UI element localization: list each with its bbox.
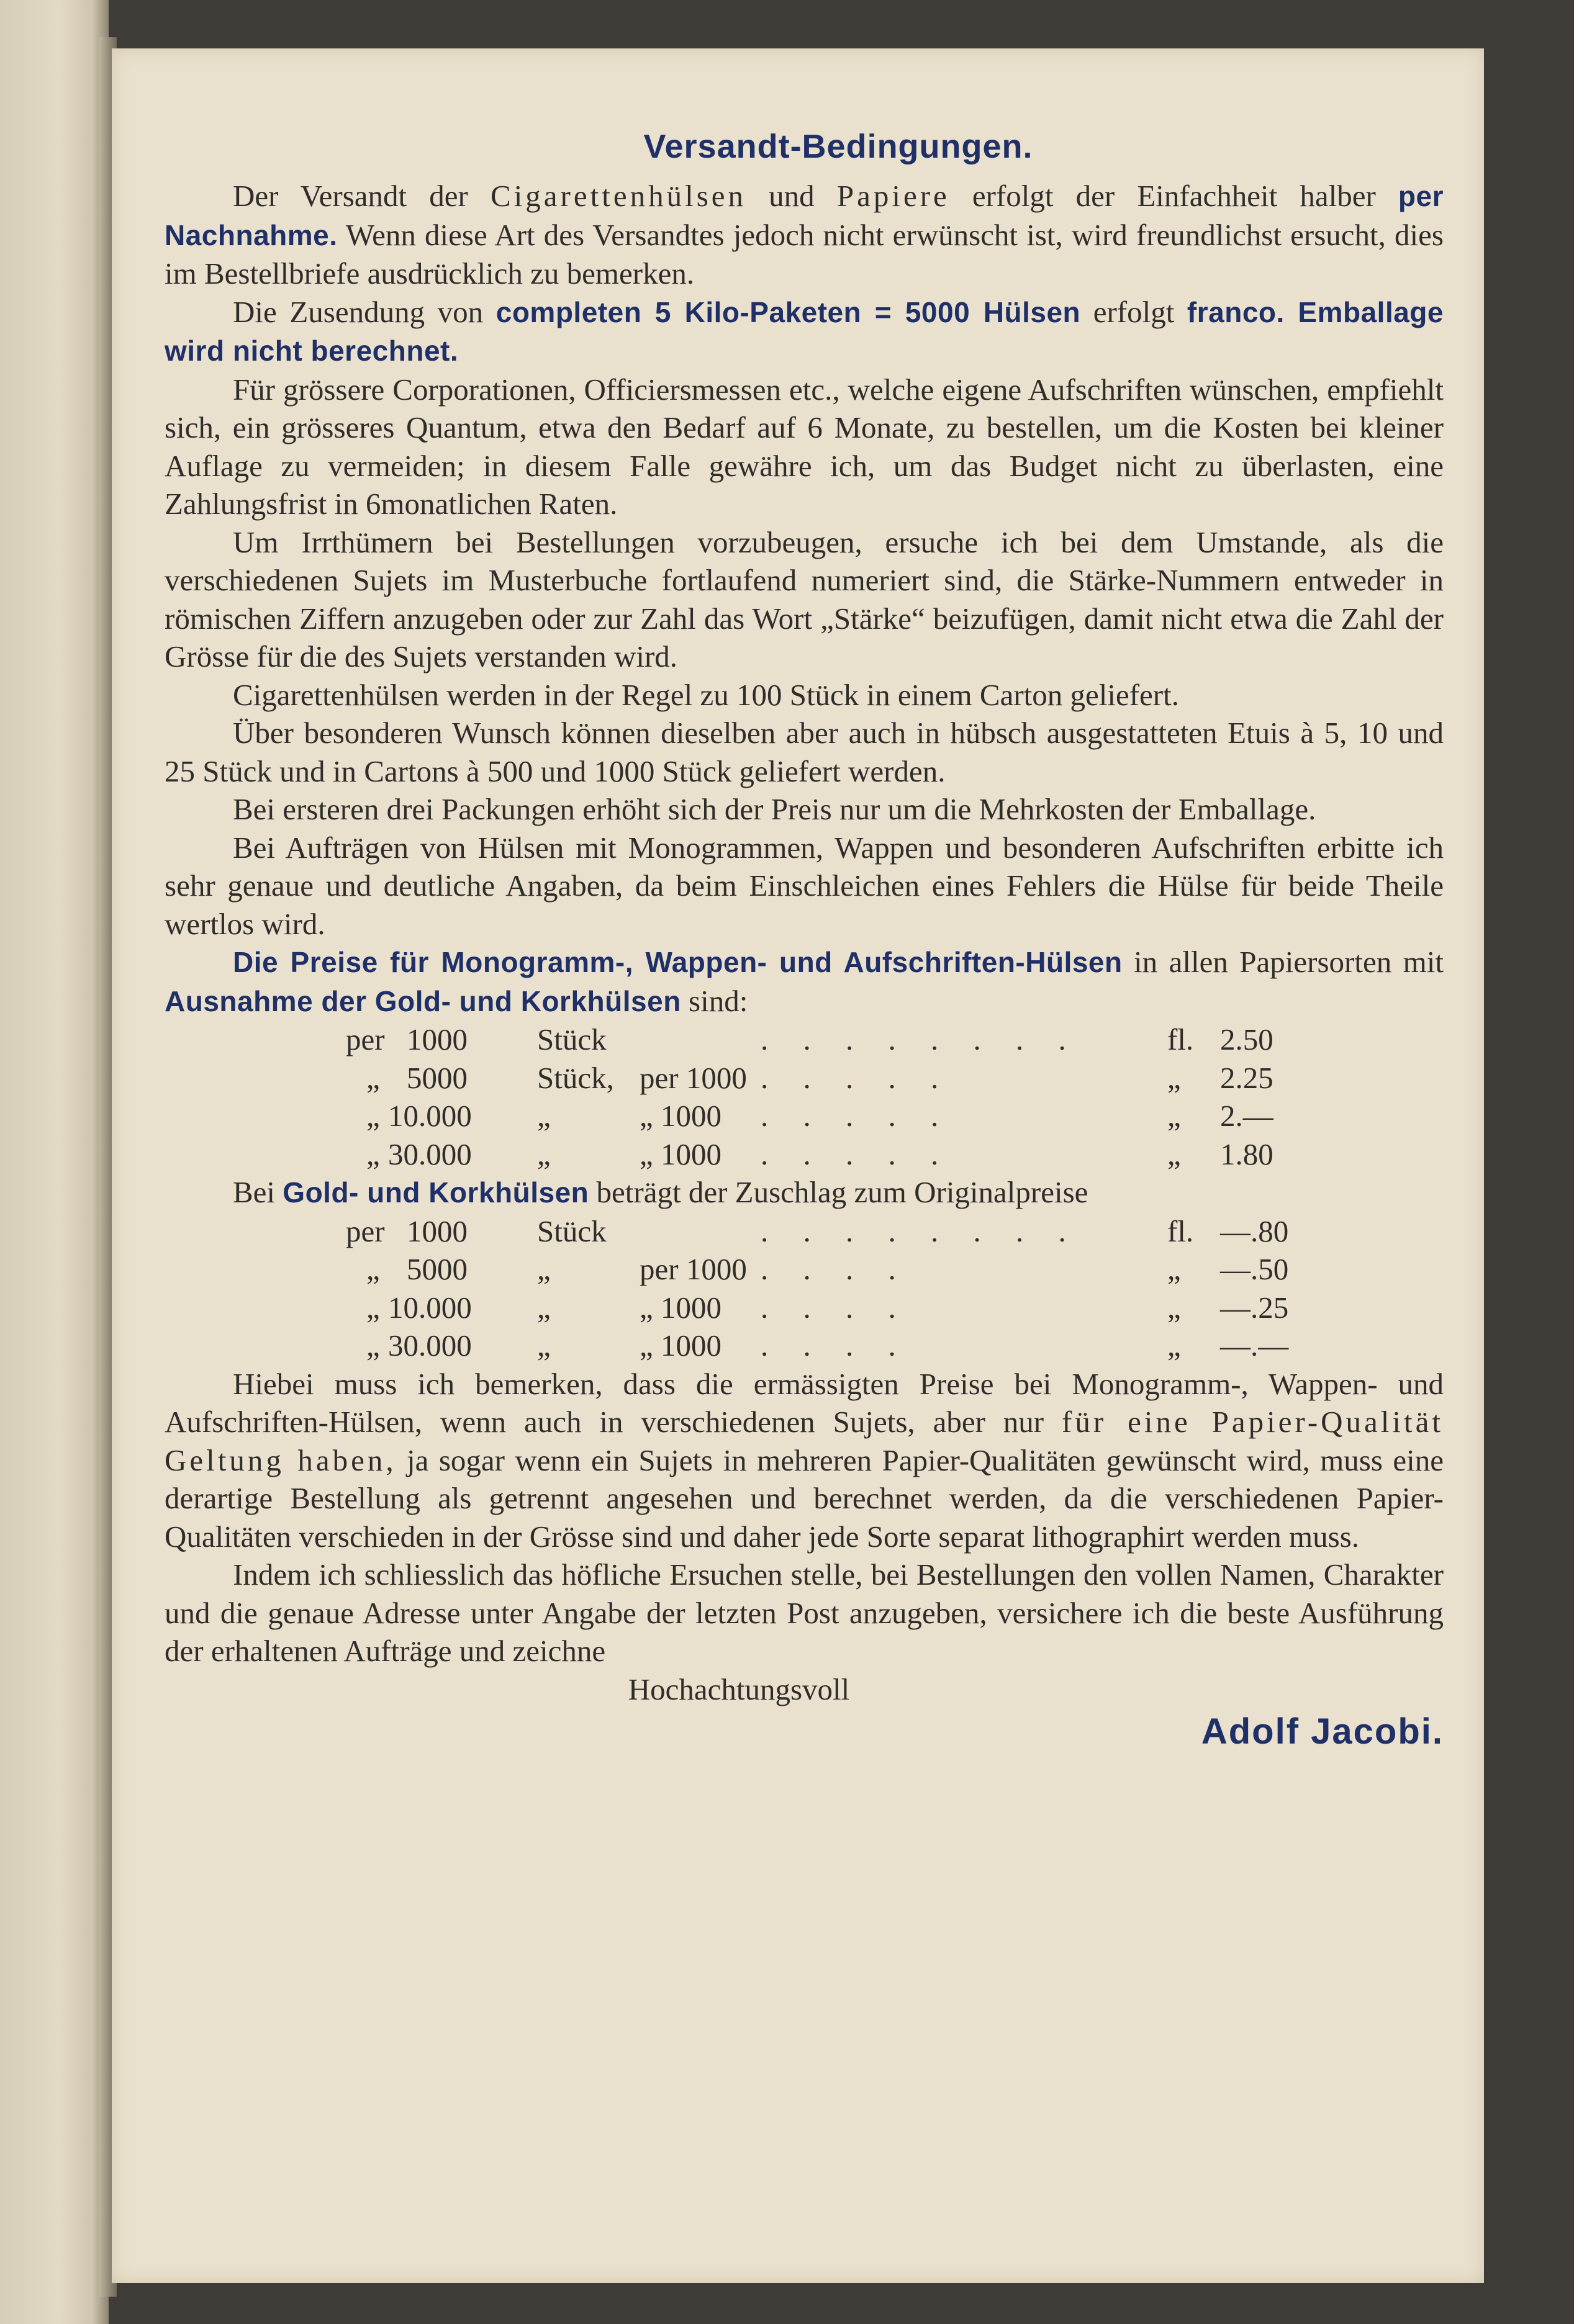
price-amount: 1.80	[1220, 1137, 1273, 1171]
price-unit: „	[537, 1252, 551, 1286]
paragraph-shipping	[165, 177, 1444, 293]
text-run-bold: Gold- und Korkhülsen	[283, 1176, 589, 1209]
price-currency: „	[1167, 1328, 1181, 1362]
text-run-spaced: Cigarettenhülsen	[491, 179, 747, 213]
price-row	[165, 1097, 1444, 1135]
price-basis: per 1000	[640, 1252, 747, 1286]
text-run: Wenn diese Art des Versandtes jedoch nicht erwünscht ist, wird freundlichst ersucht, dies im Bestellbriefe ausdrücklich zu bemerken.	[165, 217, 1444, 290]
price-unit: „	[537, 1290, 551, 1325]
price-leader-dots: . . . .	[761, 1252, 910, 1286]
text-run-bold: franco. Emballage wird nicht berechnet.	[165, 295, 1444, 367]
document-content	[165, 127, 1444, 1752]
price-amount: —.—	[1220, 1328, 1289, 1362]
price-leader-dots: . . . .	[761, 1328, 910, 1362]
price-amount: 2.—	[1220, 1099, 1273, 1133]
price-leader-dots: . . . . .	[761, 1060, 952, 1095]
price-quantity: 30.000	[388, 1137, 472, 1171]
text-run: Hiebei muss ich bemerken, dass die ermässigten Preise bei Monogramm-, Wappen- und Aufschriften-Hülsen, wenn auch in verschiedenen Sujets, aber nur	[165, 1366, 1444, 1439]
price-unit: „	[537, 1137, 551, 1171]
price-leader-dots: . . . . .	[761, 1137, 952, 1171]
paragraph-quality-note	[165, 1365, 1444, 1556]
price-currency: fl.	[1167, 1214, 1194, 1248]
price-quantity: 10.000	[388, 1099, 472, 1133]
price-row	[165, 1250, 1444, 1289]
price-row	[165, 1059, 1444, 1097]
text-run: beträgt der Zuschlag zum Originalpreise	[589, 1175, 1088, 1209]
page-title: Versandt-Bedingungen.	[643, 128, 1033, 165]
price-amount: 2.25	[1220, 1060, 1273, 1095]
price-row	[165, 1289, 1444, 1327]
price-currency: „	[1167, 1099, 1181, 1133]
text-run-bold: Die Preise für Monogramm-, Wappen- und Aufschriften-Hülsen	[233, 946, 1123, 978]
text-run-bold: per Nachnahme.	[165, 180, 1444, 251]
price-quantity: 30.000	[388, 1328, 472, 1362]
text-run: und	[746, 179, 837, 213]
paragraph-prices-intro	[165, 943, 1444, 1020]
price-amount: —.50	[1220, 1252, 1289, 1286]
text-run-spaced: Papiere	[836, 179, 950, 213]
paragraph-monograms: Bei Aufträgen von Hülsen mit Monogrammen, Wappen und besonderen Aufschriften erbitte ich sehr genaue und deutliche Angaben, da beim Einschleichen eines Fehlers die Hülse für beide Theile wertlos wird.	[165, 830, 1444, 941]
price-row	[165, 1020, 1444, 1059]
price-basis: „ 1000	[640, 1290, 721, 1325]
price-leader-dots: . . . . . . . .	[761, 1214, 1080, 1248]
text-run: erfolgt	[1080, 294, 1187, 329]
price-quantity: 1000	[407, 1214, 468, 1248]
text-run: Bei	[233, 1175, 283, 1209]
price-row	[165, 1135, 1444, 1174]
price-unit: „	[537, 1099, 551, 1133]
price-quantity: 5000	[407, 1252, 468, 1286]
price-quantity: 1000	[407, 1022, 468, 1056]
text-run: Die Zusendung von	[233, 294, 496, 329]
price-basis: „ 1000	[640, 1328, 721, 1362]
price-currency: „	[1167, 1137, 1181, 1171]
price-unit: „	[537, 1328, 551, 1362]
price-per: per	[346, 1214, 385, 1248]
paragraph-packaging-cost: Bei ersteren drei Packungen erhöht sich der Preis nur um die Mehrkosten der Emballage.	[233, 792, 1316, 826]
text-run-bold: completen 5 Kilo-Paketen = 5000 Hülsen	[495, 295, 1081, 328]
closing-salutation: Hochachtungsvoll	[628, 1672, 850, 1706]
price-per: „	[366, 1099, 380, 1133]
price-quantity: 5000	[407, 1060, 468, 1095]
price-amount: 2.50	[1220, 1022, 1273, 1056]
price-leader-dots: . . . . . . . .	[761, 1022, 1080, 1056]
text-run: sind:	[681, 983, 748, 1018]
signature: Adolf Jacobi.	[1201, 1711, 1444, 1752]
price-quantity: 10.000	[388, 1290, 472, 1325]
price-currency: „	[1167, 1252, 1181, 1286]
price-per: „	[366, 1290, 380, 1325]
price-per: „	[366, 1137, 380, 1171]
text-run: ja sogar wenn ein Sujets in mehreren Papier-Qualitäten gewünscht wird, muss eine derartige Bestellung als getrennt angesehen und berechnet werden, da die verschiedenen Papier-Qualitäten verschieden in der Grösse sind und daher jede Sorte separat lithographirt werden muss.	[165, 1443, 1444, 1554]
paragraph-cartons: Cigarettenhülsen werden in der Regel zu 100 Stück in einem Carton geliefert.	[233, 677, 1179, 712]
price-leader-dots: . . . . .	[761, 1099, 952, 1133]
price-per: „	[366, 1328, 380, 1362]
price-currency: „	[1167, 1060, 1181, 1095]
price-leader-dots: . . . .	[761, 1290, 910, 1325]
price-table-standard	[165, 1020, 1444, 1173]
price-amount: —.80	[1220, 1214, 1289, 1248]
paragraph-ordering-request: Indem ich schliesslich das höfliche Ersuchen stelle, bei Bestellungen den vollen Namen, Charakter und die genaue Adresse unter Angabe der letzten Post anzugeben, versichere ich die beste Ausführung der erhaltenen Aufträge und zeichne	[165, 1557, 1444, 1668]
price-per: „	[366, 1252, 380, 1286]
price-row	[165, 1326, 1444, 1365]
price-basis: per 1000	[640, 1060, 747, 1095]
text-run: erfolgt der Einfachheit halber	[949, 179, 1398, 213]
price-unit: Stück	[537, 1022, 607, 1056]
price-unit: Stück,	[537, 1060, 614, 1095]
price-basis: „ 1000	[640, 1137, 721, 1171]
price-table-surcharge	[165, 1212, 1444, 1365]
paragraph-errors: Um Irrthümern bei Bestellungen vorzubeugen, ersuche ich bei dem Umstande, als die verschiedenen Sujets im Musterbuche fortlaufend numeriert sind, die Stärke-Nummern entweder in römischen Ziffern anzugeben oder zur Zahl das Wort „Stärke“ beizufügen, damit nicht etwa die Zahl der Grösse für die des Sujets verstanden wird.	[165, 525, 1444, 673]
text-run: in allen Papiersorten mit	[1122, 945, 1444, 979]
price-currency: „	[1167, 1290, 1181, 1325]
price-currency: fl.	[1167, 1022, 1194, 1056]
text-run-bold: Ausnahme der Gold- und Korkhülsen	[165, 984, 681, 1017]
paragraph-etuis: Über besonderen Wunsch können dieselben aber auch in hübsch ausgestatteten Etuis à 5, 10 und 25 Stück und in Cartons à 500 und 1000 Stück geliefert werden.	[165, 716, 1444, 788]
price-basis: „ 1000	[640, 1099, 721, 1133]
text-run: Der Versandt der	[233, 179, 491, 213]
paragraph-corporations: Für grössere Corporationen, Officiersmessen etc., welche eigene Aufschriften wünschen, empfiehlt sich, ein grösseres Quantum, etwa den Bedarf auf 6 Monate, zu bestellen, um die Kosten bei kleiner Auflage zu vermeiden; in diesem Falle gewähre ich, um das Budget nicht zu überlasten, eine Zahlungsfrist in 6monatlichen Raten.	[165, 372, 1444, 521]
price-row	[165, 1212, 1444, 1251]
price-per: „	[366, 1060, 380, 1095]
paragraph-delivery	[165, 293, 1444, 371]
price-unit: Stück	[537, 1214, 607, 1248]
text-run-spaced: für eine Papier-Qualität Geltung haben,	[165, 1405, 1444, 1477]
paragraph-surcharge	[165, 1173, 1444, 1212]
price-amount: —.25	[1220, 1290, 1289, 1325]
left-facing-page	[0, 0, 109, 2324]
price-per: per	[346, 1022, 385, 1056]
